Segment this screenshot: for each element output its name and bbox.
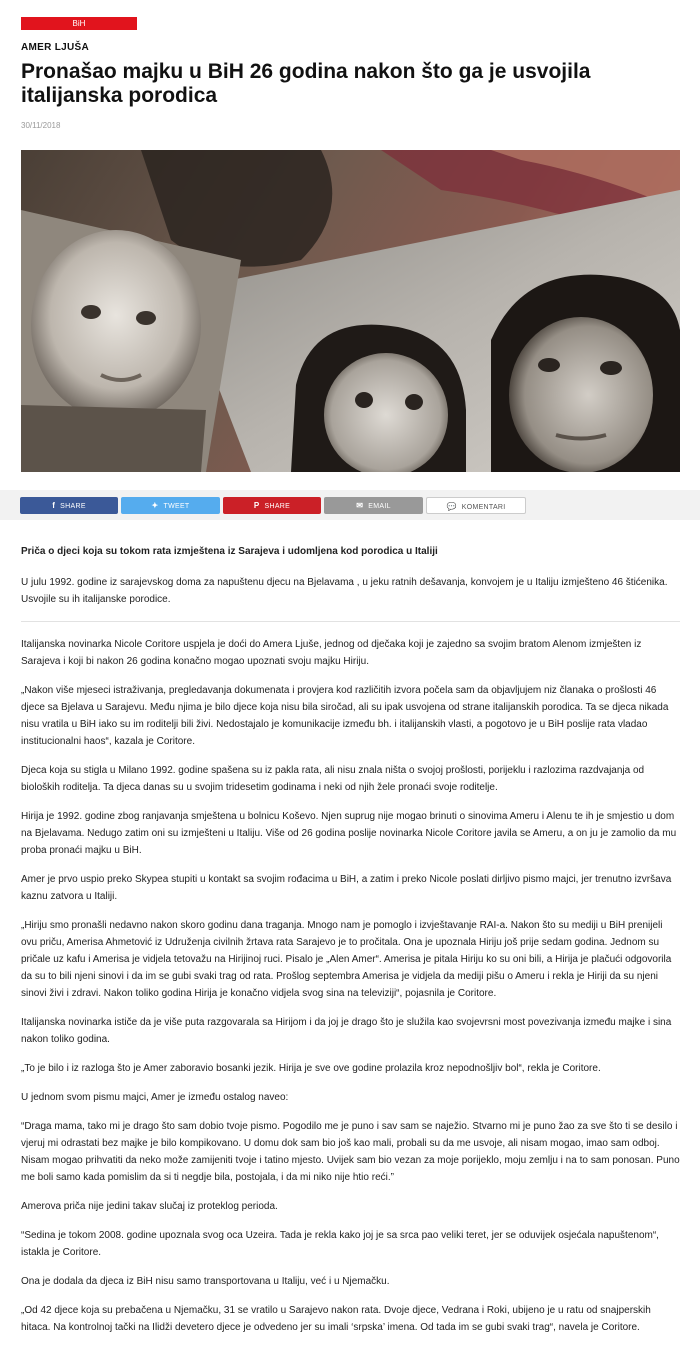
email-icon: ✉ bbox=[356, 501, 364, 510]
article-paragraph: „Hiriju smo pronašli nedavno nakon skoro godinu dana traganja. Mnogo nam je pomoglo i izvještavanje RAI-a. Nakon što su mediji u BiH prenijeli ovu priču, Amerisa Ahmetović iz Udruženja civilnih žrtava rata Sarajevo je to pročitala. Ona je upoznala Hiriju još prije sedam godina. Jednom su pričale uz kafu i Amerisa je vidjela tetovažu na Hirijinoj ruci. Pisalo je „Alen Amer“. Amerisa je pitala Hiriju ko su oni bili, a Hirija je plačući odgovorila da su to bili njeni sinovi i da im se gubi svaki trag od rata. Prošlog septembra Amerisa je vidjela da mediji pišu o Ameru i rekla je Hiriji da su njeni sinovi živi i zdravi. Nakon toliko godina Hirija je konačno vidjela svog sina na televiziji“, pojasnila je Coritore. bbox=[21, 920, 672, 999]
email-share-button[interactable] bbox=[324, 497, 423, 514]
pinterest-share-button[interactable] bbox=[223, 497, 321, 514]
twitter-icon: ✦ bbox=[151, 501, 159, 510]
article-paragraph: Ona je dodala da djeca iz BiH nisu samo transportovana u Italiju, već i u Njemačku. bbox=[21, 1276, 390, 1287]
article-paragraph: “Sedina je tokom 2008. godine upoznala svog oca Uzeira. Tada je rekla kako joj je sa srca pao veliki teret, jer se oduvijek osjećala napuštenom“, istakla je Coritore. bbox=[21, 1230, 659, 1258]
article-paragraph: Djeca koja su stigla u Milano 1992. godine spašena su iz pakla rata, ali nisu znala ništa o svojoj prošlosti, porijeklu i razlozima razdvajanja od bioloških roditelja. Ta djeca danas su u svojim tridesetim godinama i neki od njih žele pronaći svoje roditelje. bbox=[21, 765, 645, 793]
comment-icon: 💬 bbox=[446, 502, 457, 511]
article-body bbox=[21, 543, 680, 1348]
comments-button[interactable] bbox=[426, 497, 526, 514]
divider bbox=[21, 621, 680, 622]
share-bar bbox=[0, 490, 700, 520]
article-paragraph: Amerova priča nije jedini takav slučaj iz proteklog perioda. bbox=[21, 1201, 278, 1212]
twitter-share-button[interactable] bbox=[121, 497, 220, 514]
article-paragraph: Italijanska novinarka Nicole Coritore uspjela je doći do Amera Ljuše, jednog od dječaka koji je zajedno sa svojim bratom Alenom izmješten iz Sarajeva i koji bi nakon 26 godina konačno mogao upoznati svoju majku Hiriju. bbox=[21, 639, 642, 667]
article-paragraph: “Draga mama, tako mi je drago što sam dobio tvoje pismo. Pogodilo me je puno i sav sam se naježio. Stvarno mi je puno žao za sve što ti se desilo i vjeruj mi odrastati bez majke je bilo kompikovano. U domu dok sam bio još kao mali, probali su da me usvoje, ali nisam mogao, imao sam odboj. Nisam mogao prihvatiti da neko može zamijeniti tvoje i tatino mjesto. Uvijek sam bio vezan za moje porijeklo, moju zemlju i na to sam ponosan. Puno me boli samo kada pomislim da si ti negdje bila, postojala, i da mi niko nije htio reći.” bbox=[21, 1121, 680, 1183]
article-paragraph: U julu 1992. godine iz sarajevskog doma za napuštenu djecu na Bjelavama , u jeku ratnih dešavanja, konvojem je u Italiju izmješteno 46 štićenika. Usvojile su ih italijanske porodice. bbox=[21, 577, 668, 605]
author-name[interactable]: AMER LJUŠA bbox=[21, 42, 90, 53]
twitter-share-label: TWEET bbox=[163, 503, 190, 510]
article-paragraph: „Od 42 djece koja su prebačena u Njemačku, 31 se vratilo u Sarajevo nakon rata. Dvoje djece, Vedrana i Roki, ubijeno je u ratu od snajperskih hitaca. Na kontrolnoj tački na Ilidži devetero djece je odvedeno jer su imali ‘srpska’ imena. Od tada im se gubi svaki trag“, navela je Coritore. bbox=[21, 1305, 651, 1333]
facebook-share-label: SHARE bbox=[60, 503, 86, 510]
publish-date: 30/11/2018 bbox=[21, 121, 61, 130]
article-paragraph: „To je bilo i iz razloga što je Amer zaboravio bosanki jezik. Hirija je sve ove godine prolazila kroz nepodnošljiv bol“, rekla je Coritore. bbox=[21, 1063, 601, 1074]
facebook-icon: f bbox=[52, 501, 56, 510]
article-paragraph: „Nakon više mjeseci istraživanja, pregledavanja dokumenata i provjera kod različitih izvora počela sam da objavljujem niz članaka o prošlosti 46 djece sa Bjelava u Sarajevu. Među njima je bilo djece koja nisu bila siročad, ali su ipak usvojena od strane italijanskih porodica. Ta se djeca nikada nisu vratila u BiH iako su im roditelji bili živi. Nedostajalo je komunikacije između bh. i italijanskih vlasti, a pogotovo je u BiH poslije rata vladao institucionalni haos“, kazala je Coritore. bbox=[21, 685, 669, 747]
article-lead: Priča o djeci koja su tokom rata izmještena iz Sarajeva i udomljena kod porodica u Italiji bbox=[21, 546, 438, 557]
category-badge[interactable]: BiH bbox=[21, 17, 137, 30]
hero-photo bbox=[21, 150, 680, 472]
facebook-share-button[interactable] bbox=[20, 497, 118, 514]
article-paragraph: Hirija je 1992. godine zbog ranjavanja smještena u bolnicu Koševo. Njen suprug nije mogao brinuti o sinovima Ameru i Alenu te ih je smjestio u dom na Bjelavama. Nedugo zatim oni su izmješteni u Italiju. Više od 26 godina poslije novinarka Nicole Coritore javila se Ameru, a on ju je zamolio da mu proba pronaći majku u BiH. bbox=[21, 811, 677, 856]
article-headline: Pronašao majku u BiH 26 godina nakon što ga je usvojila italijanska porodica bbox=[21, 60, 591, 107]
article-paragraph: U jednom svom pismu majci, Amer je između ostalog naveo: bbox=[21, 1092, 289, 1103]
article-paragraph: Italijanska novinarka ističe da je više puta razgovarala sa Hirijom i da joj je drago što je služila kao svojevrsni most povezivanja između majke i sina nakon toliko godina. bbox=[21, 1017, 672, 1045]
article-paragraph: Amer je prvo uspio preko Skypea stupiti u kontakt sa svojim rođacima u BiH, a zatim i preko Nicole poslati dirljivo pismo majci, jer trenutno izvršava kaznu zatvora u Italiji. bbox=[21, 874, 672, 902]
pinterest-icon: P bbox=[253, 501, 260, 510]
pinterest-share-label: SHARE bbox=[264, 503, 291, 510]
comments-label: KOMENTARI bbox=[461, 504, 506, 511]
email-share-label: EMAIL bbox=[368, 503, 391, 510]
